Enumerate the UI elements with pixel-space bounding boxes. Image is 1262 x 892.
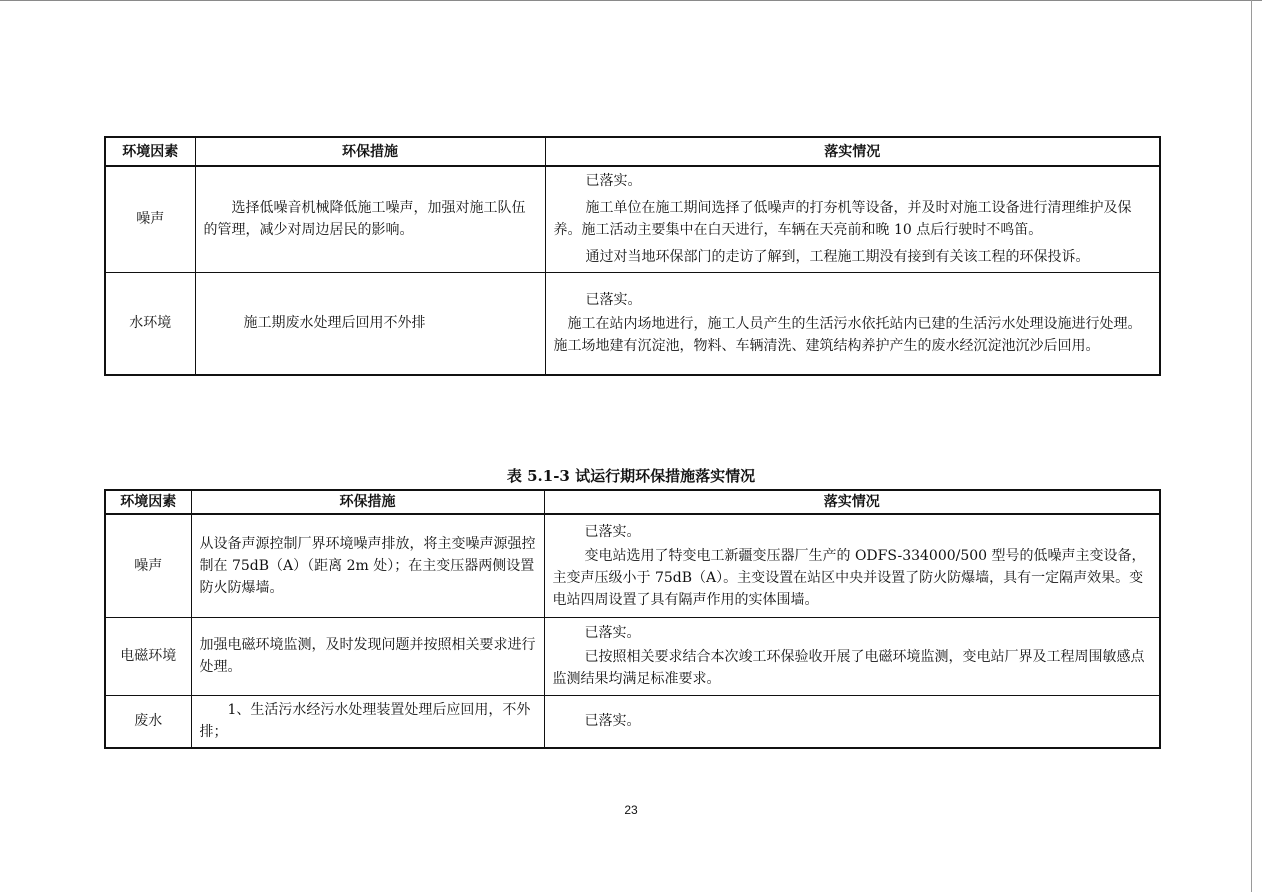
page-right-border [1251, 0, 1252, 892]
table-row [105, 514, 1160, 617]
table-row [105, 695, 1160, 748]
factor-cell: 废水 [105, 695, 191, 748]
header-factor: 环境因素 [105, 137, 195, 166]
status-cell [544, 514, 1160, 617]
status-line: 通过对当地环保部门的走访了解到，工程施工期没有接到有关该工程的环保投诉。 [585, 249, 1090, 266]
status-line: 已按照相关要求结合本次竣工环保验收开展了电磁环境监测，变电站厂界及工程周围敏感点监测结果均满足标准要求。 [552, 649, 1145, 687]
table-caption: 表 5.1-3 试运行期环保措施落实情况 [506, 467, 756, 485]
factor-cell: 电磁环境 [105, 617, 191, 695]
table-row [105, 272, 1160, 375]
factor-cell: 噪声 [105, 166, 195, 272]
header-status: 落实情况 [545, 137, 1160, 166]
status-cell [545, 166, 1160, 272]
factor-cell: 水环境 [105, 272, 195, 375]
page-top-border [0, 0, 1262, 1]
measure-cell: 1、生活污水经污水处理装置处理后应回用，不外排； [191, 695, 544, 748]
status-line: 已落实。 [584, 625, 641, 641]
construction-measures-table [104, 136, 1161, 376]
header-factor: 环境因素 [105, 490, 191, 514]
header-measure: 环保措施 [191, 490, 544, 514]
factor-cell: 噪声 [105, 514, 191, 617]
measure-cell: 加强电磁环境监测，及时发现问题并按照相关要求进行处理。 [191, 617, 544, 695]
status-line: 已落实。 [584, 713, 641, 730]
status-line: 已落实。 [585, 292, 642, 309]
table-row [105, 617, 1160, 695]
status-cell [544, 617, 1160, 695]
status-line: 变电站选用了特变电工新疆变压器厂生产的 ODFS-334000/500 型号的低噪声主变设备，主变声压级小于 75dB（A）。主变设置在站区中央并设置了防火防爆墙，具有一定隔声效果。变电站四周设置了具有隔声作用的实体围墙。 [552, 547, 1146, 608]
status-cell [545, 272, 1160, 375]
table-header-row [105, 490, 1160, 514]
measure-cell: 施工期废水处理后回用不外排 [195, 272, 545, 375]
page-number: 23 [624, 803, 638, 817]
measure-cell: 从设备声源控制厂界环境噪声排放，将主变噪声源强控制在 75dB（A）（距离 2m 处）；在主变压器两侧设置防火防爆墙。 [191, 514, 544, 617]
status-line: 已落实。 [584, 523, 641, 540]
header-status: 落实情况 [544, 490, 1160, 514]
table-row [105, 166, 1160, 272]
measure-cell: 选择低噪音机械降低施工噪声，加强对施工队伍的管理，减少对周边居民的影响。 [195, 166, 545, 272]
status-cell [544, 695, 1160, 748]
trial-operation-measures-table [104, 489, 1161, 749]
header-measure: 环保措施 [195, 137, 545, 166]
table-header-row [105, 137, 1160, 166]
status-line: 已落实。 [585, 173, 642, 190]
status-line: 施工单位在施工期间选择了低噪声的打夯机等设备，并及时对施工设备进行清理维护及保养。施工活动主要集中在白天进行，车辆在天亮前和晚 10 点后行驶时不鸣笛。 [553, 200, 1132, 239]
status-line: 施工在站内场地进行，施工人员产生的生活污水依托站内已建的生活污水处理设施进行处理。施工场地建有沉淀池，物料、车辆清洗、建筑结构养护产生的废水经沉淀池沉沙后回用。 [553, 316, 1142, 355]
